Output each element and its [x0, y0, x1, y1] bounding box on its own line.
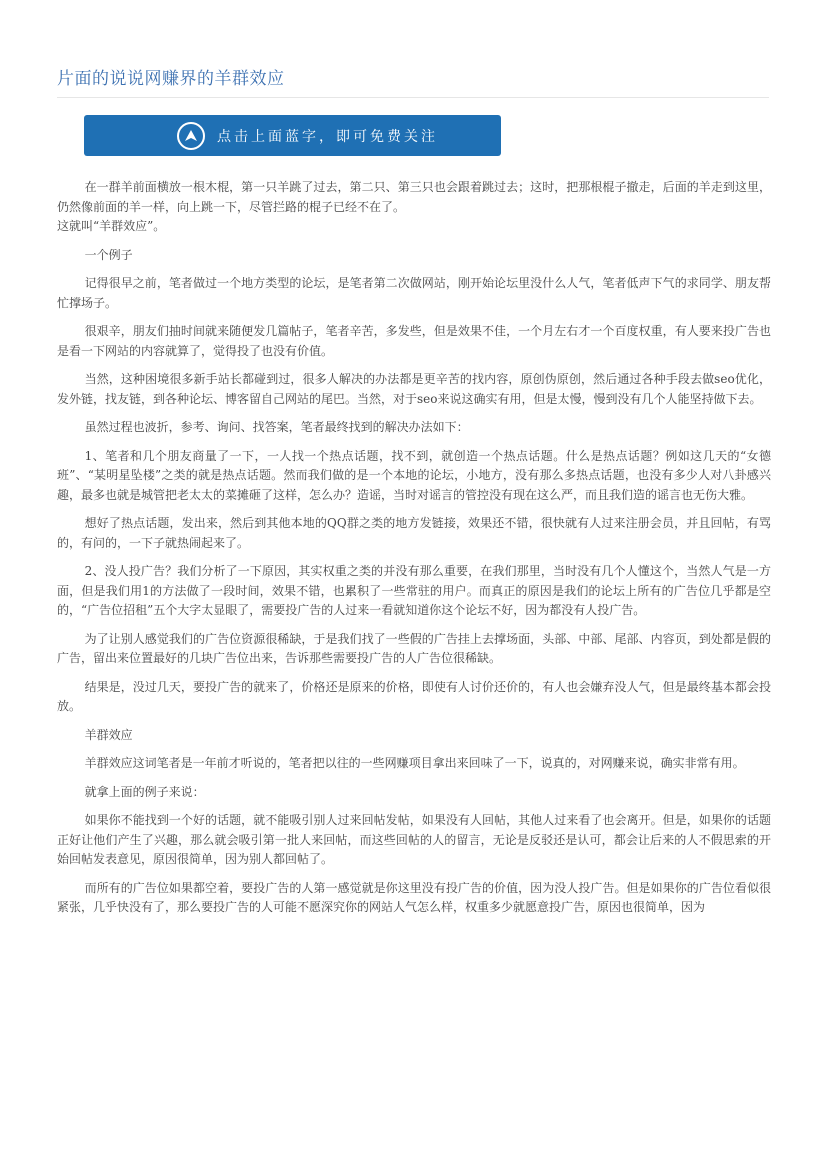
follow-banner-label: 点击上面蓝字，即可免费关注	[217, 128, 438, 145]
paragraph-10: 为了让别人感觉我们的广告位资源很稀缺，于是我们找了一些假的广告挂上去撑场面，头部、中部、尾部、内容页，到处都是假的广告，留出来位置最好的几块广告位出来，告诉那些需要投广告的人广告位很稀缺。	[57, 631, 771, 665]
section-heading-herd-effect: 羊群效应	[84, 727, 133, 742]
paragraph-8: 想好了热点话题，发出来，然后到其他本地的QQ群之类的地方发链接，效果还不错，很快就有人过来注册会员，并且回帖，有骂的，有问的，一下子就热闹起来了。	[57, 516, 771, 550]
title-divider	[57, 97, 769, 98]
paragraph-12: 羊群效应这词笔者是一年前才听说的，笔者把以往的一些网赚项目拿出来回味了一下，说真的，对网赚来说，确实非常有用。	[84, 756, 745, 770]
paragraph-9: 2、没人投广告？我们分析了一下原因，其实权重之类的并没有那么重要，在我们那里，当时没有几个人懂这个，当然人气是一方面，但是我们用1的方法做了一段时间，效果不错，也累积了一些常驻的用户。而真正的原因是我们的论坛上所有的广告位几乎都是空的，“广告位招租”五个大字太显眼了，需要投广告的人过来一看就知道你这个论坛不好，因为都没有人投广告。	[57, 564, 771, 617]
paragraph-1: 在一群羊前面横放一根木棍，第一只羊跳了过去，第二只、第三只也会跟着跳过去；这时，把那根棍子撤走，后面的羊走到这里，仍然像前面的羊一样，向上跳一下，尽管拦路的棍子已经不在了。	[57, 180, 771, 214]
paragraph-4: 很艰辛，朋友们抽时间就来随便发几篇帖子，笔者辛苦，多发些，但是效果不佳，一个月左右才一个百度权重，有人要来投广告也是看一下网站的内容就算了，觉得投了也没有价值。	[57, 324, 771, 358]
paragraph-13: 就拿上面的例子来说：	[84, 784, 205, 799]
paragraph-3: 记得很早之前，笔者做过一个地方类型的论坛，是笔者第二次做网站，刚开始论坛里没什么人气，笔者低声下气的求同学、朋友帮忙撑场子。	[57, 276, 771, 310]
paragraph-11: 结果是，没过几天，要投广告的就来了，价格还是原来的价格，即使有人讨价还价的，有人也会嫌弃没人气，但是最终基本都会投放。	[57, 679, 771, 713]
paragraph-15: 而所有的广告位如果都空着，要投广告的人第一感觉就是你这里没有投广告的价值，因为没人投广告。但是如果你的广告位看似很紧张，几乎快没有了，那么要投广告的人可能不愿深究你的网站人气怎么样，权重多少就愿意投广告，原因也很简单，因为	[57, 880, 771, 914]
paragraph-6: 虽然过程也波折，参考、询问、找答案，笔者最终找到的解决办法如下：	[84, 420, 469, 434]
paragraph-7: 1、笔者和几个朋友商量了一下，一人找一个热点话题，找不到，就创造一个热点话题。什么是热点话题？例如这几天的“女德班”、“某明星坠楼”之类的就是热点话题。然而我们做的是一个本地的论坛，小地方，没有那么多热点话题，也没有多少人对八卦感兴趣，最多也就是城管把老太太的菜摊砸了这样，怎么办？造谣，当时对谣言的管控没有现在这么严，而且我们造的谣言也无伤大雅。	[57, 448, 771, 502]
paragraph-5: 当然，这种困境很多新手站长都碰到过，很多人解决的办法都是更辛苦的找内容，原创伪原创，然后通过各种手段去做seo优化，发外链，找友链，到各种论坛、博客留自己网站的尾巴。当然，对于seo来说这确实有用，但是太慢，慢到没有几个人能坚持做下去。	[57, 372, 771, 406]
section-heading-example: 一个例子	[84, 247, 133, 262]
article-body	[57, 178, 771, 927]
follow-banner[interactable]	[84, 115, 501, 156]
paragraph-2: 这就叫“羊群效应”。	[57, 219, 166, 233]
arrow-up-icon	[177, 122, 205, 150]
paragraph-14: 如果你不能找到一个好的话题，就不能吸引别人过来回帖发帖，如果没有人回帖，其他人过来看了也会离开。但是，如果你的话题正好让他们产生了兴趣，那么就会吸引第一批人来回帖，而这些回帖的人的留言，无论是反驳还是认可，都会让后来的人不假思索的开始回帖发表意见，原因很简单，因为别人都回帖了。	[57, 813, 771, 866]
article-title: 片面的说说网赚界的羊群效应	[57, 69, 285, 89]
